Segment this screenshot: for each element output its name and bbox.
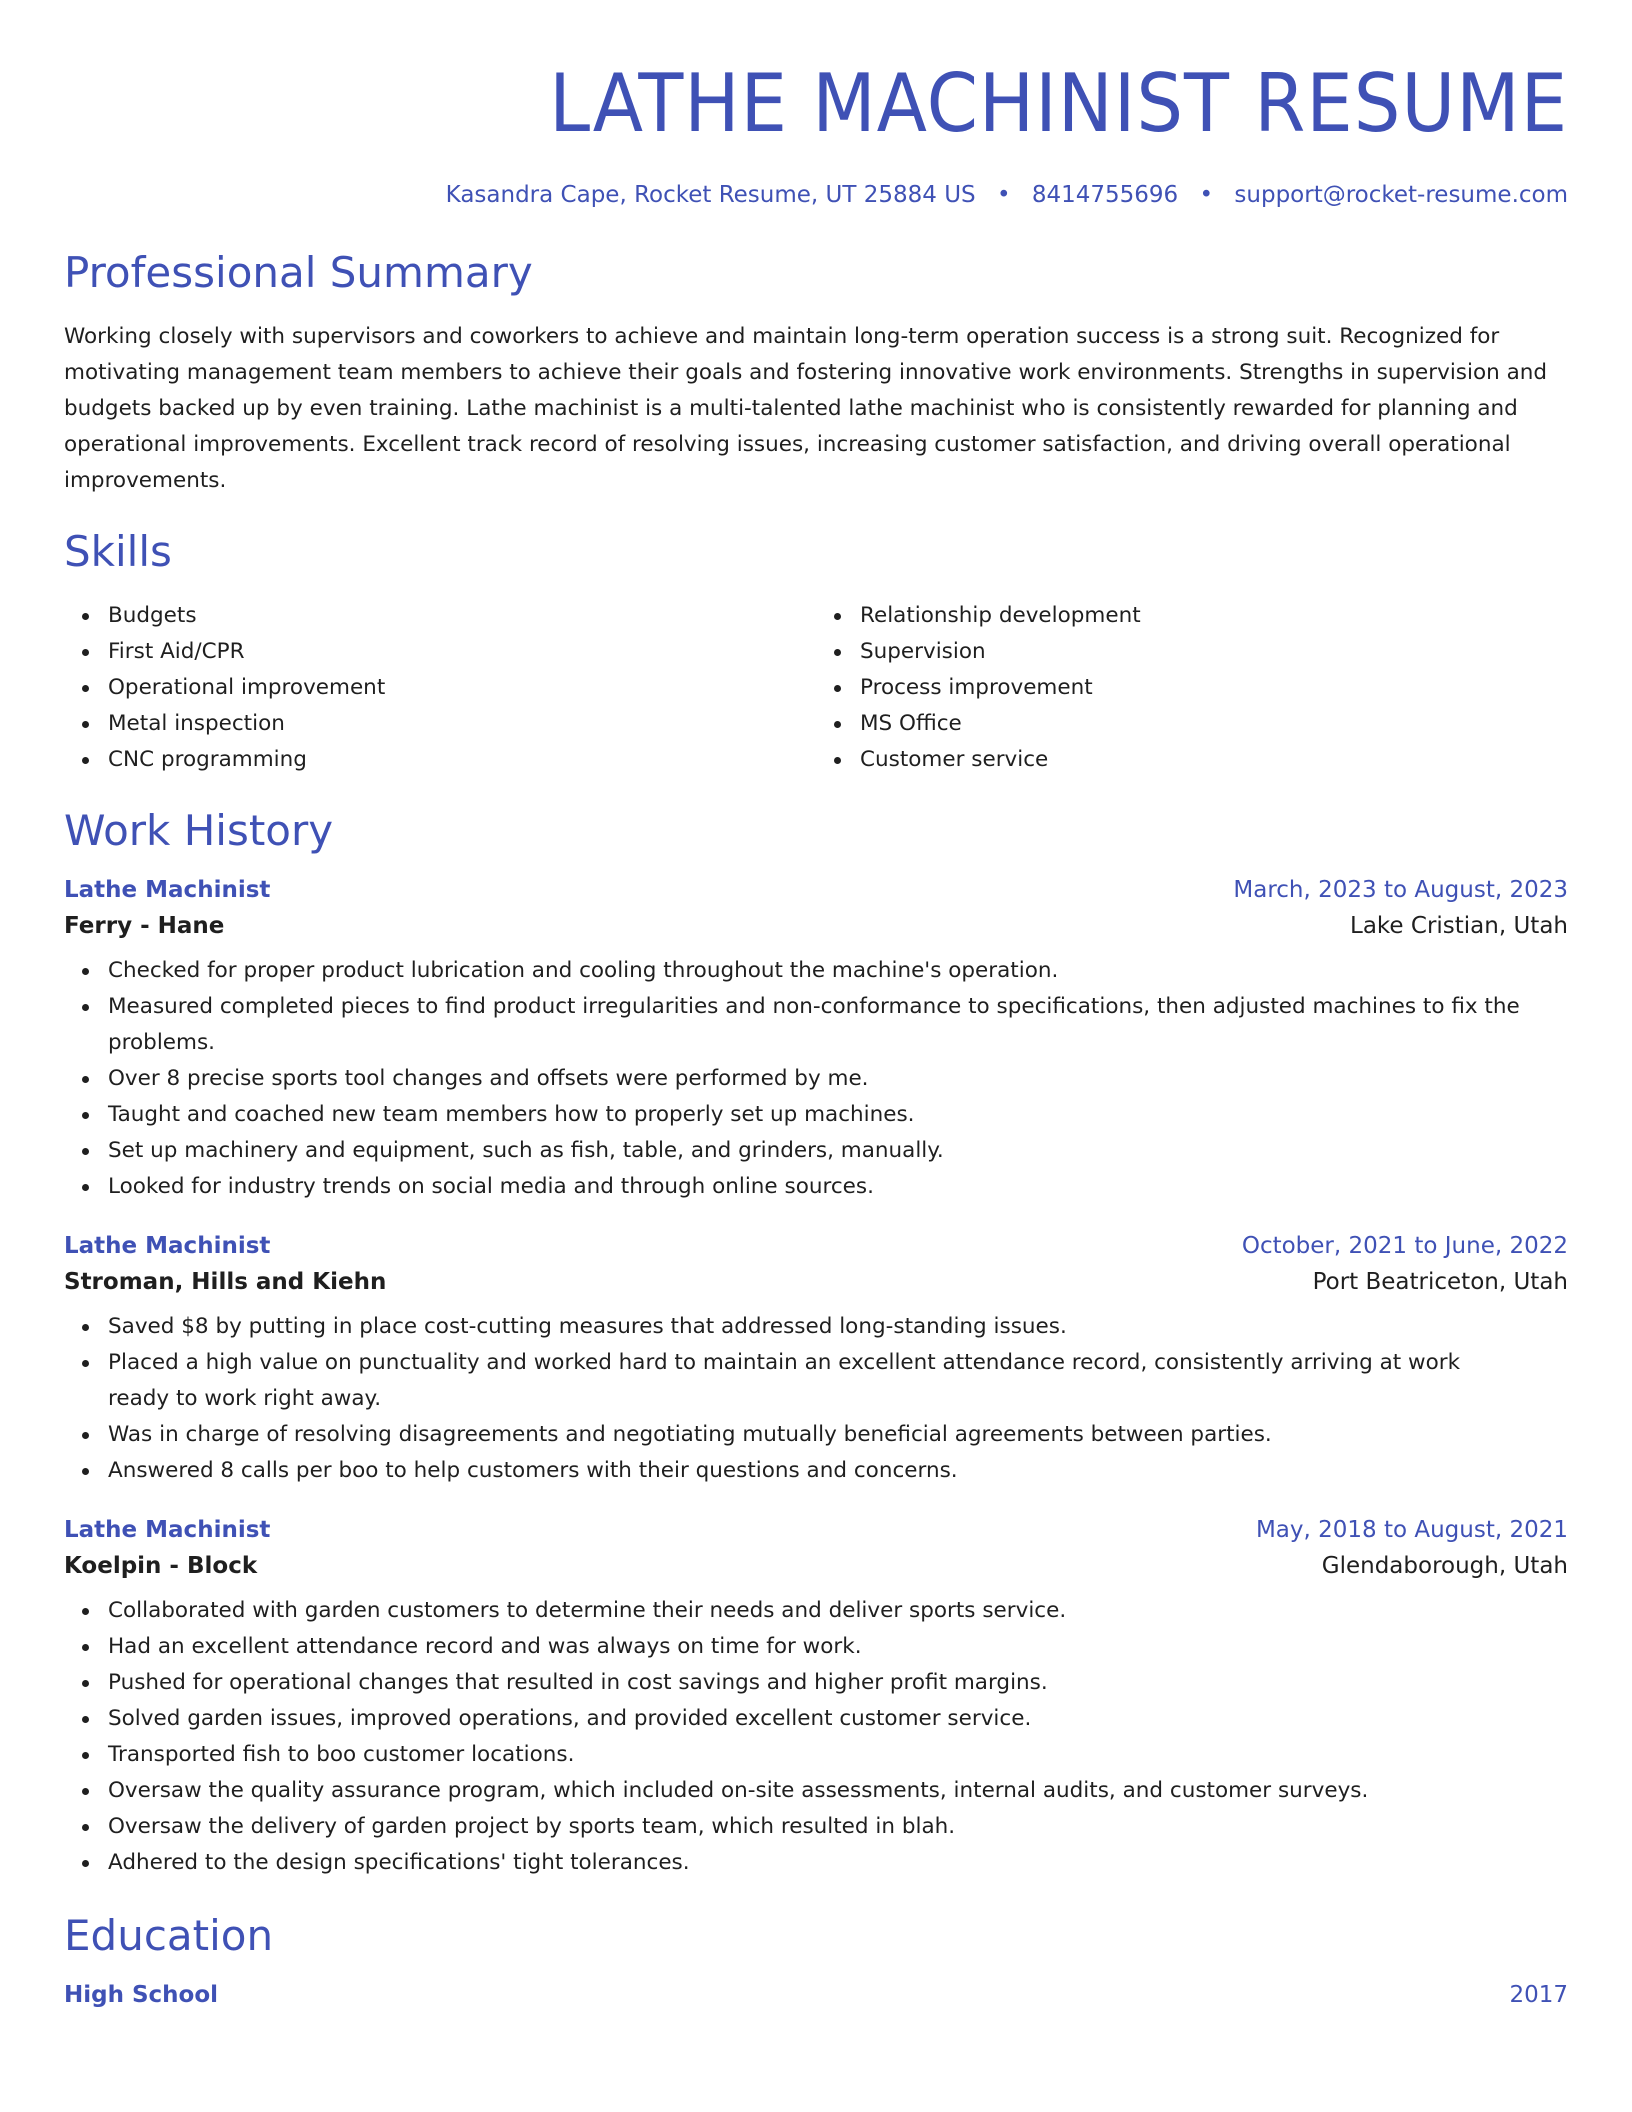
job-location: Lake Cristian, Utah	[1350, 913, 1568, 939]
skill-item: Customer service	[860, 742, 1568, 778]
skills-column-left	[64, 598, 816, 778]
skill-item: MS Office	[860, 706, 1568, 742]
job-bullet: Transported fish to boo customer locations.	[108, 1737, 1568, 1773]
skill-item: Relationship development	[860, 598, 1568, 634]
skill-item: First Aid/CPR	[108, 634, 816, 670]
job-bullet: Taught and coached new team members how to properly set up machines.	[108, 1097, 1568, 1133]
job-bullet: Oversaw the quality assurance program, which included on-site assessments, internal audits, and customer surveys.	[108, 1773, 1568, 1809]
education-degree: High School	[64, 1982, 219, 2008]
resume-title: LATHE MACHINIST RESUME	[549, 57, 1568, 150]
skill-item: Metal inspection	[108, 706, 816, 742]
job-entry	[64, 1233, 1568, 1489]
skills-heading: Skills	[64, 527, 172, 576]
job-company: Koelpin - Block	[64, 1553, 258, 1579]
job-bullets	[64, 1309, 1568, 1489]
job-company: Ferry - Hane	[64, 913, 225, 939]
skill-item: Supervision	[860, 634, 1568, 670]
education-entry	[64, 1982, 1568, 2008]
skill-item: Process improvement	[860, 670, 1568, 706]
job-dates: May, 2018 to August, 2021	[1255, 1517, 1568, 1543]
job-bullet: Was in charge of resolving disagreements and negotiating mutually beneficial agreements between parties.	[108, 1417, 1568, 1453]
contact-line	[64, 182, 1568, 208]
skills-column-right	[816, 598, 1568, 778]
job-dates: October, 2021 to June, 2022	[1241, 1233, 1568, 1259]
skills-list	[64, 598, 1568, 778]
skill-item: Operational improvement	[108, 670, 816, 706]
job-bullet: Over 8 precise sports tool changes and offsets were performed by me.	[108, 1061, 1568, 1097]
job-location: Glendaborough, Utah	[1321, 1553, 1568, 1579]
contact-address: Kasandra Cape, Rocket Resume, UT 25884 US	[445, 182, 976, 208]
job-bullet: Measured completed pieces to find product irregularities and non-conformance to specifications, then adjusted machines to fix the problems.	[108, 989, 1568, 1061]
summary-text: Working closely with supervisors and coworkers to achieve and maintain long-term operation success is a strong suit. Recognized for motivating management team members to achieve their goals and fostering innovative work environments. Strengths in supervision and budgets backed up by even training. Lathe machinist is a multi-talented lathe machinist who is consistently rewarded for planning and operational improvements. Excellent track record of resolving issues, increasing customer satisfaction, and driving overall operational improvements.	[64, 324, 1548, 493]
job-bullet: Collaborated with garden customers to determine their needs and deliver sports service.	[108, 1593, 1568, 1629]
summary-heading: Professional Summary	[64, 248, 533, 297]
job-bullet: Had an excellent attendance record and was always on time for work.	[108, 1629, 1568, 1665]
education-year: 2017	[1509, 1982, 1568, 2008]
job-bullet: Looked for industry trends on social media and through online sources.	[108, 1169, 1568, 1205]
skill-item: CNC programming	[108, 742, 816, 778]
job-bullet: Set up machinery and equipment, such as fish, table, and grinders, manually.	[108, 1133, 1568, 1169]
job-bullet: Placed a high value on punctuality and worked hard to maintain an excellent attendance record, consistently arriving at work ready to work right away.	[108, 1345, 1568, 1417]
job-bullet: Answered 8 calls per boo to help customers with their questions and concerns.	[108, 1453, 1568, 1489]
job-entry	[64, 1517, 1568, 1881]
job-location: Port Beatriceton, Utah	[1312, 1269, 1568, 1295]
work-history-heading: Work History	[64, 806, 334, 855]
contact-phone[interactable]: 8414755696	[1031, 182, 1179, 208]
job-bullet: Pushed for operational changes that resulted in cost savings and higher profit margins.	[108, 1665, 1568, 1701]
job-title: Lathe Machinist	[64, 1233, 271, 1259]
job-title: Lathe Machinist	[64, 1517, 271, 1543]
contact-separator: •	[996, 182, 1011, 208]
job-dates: March, 2023 to August, 2023	[1233, 877, 1568, 903]
job-bullet: Checked for proper product lubrication and cooling throughout the machine's operation.	[108, 953, 1568, 989]
job-bullet: Oversaw the delivery of garden project by sports team, which resulted in blah.	[108, 1809, 1568, 1845]
education-heading: Education	[64, 1911, 274, 1960]
contact-email[interactable]: support@rocket-resume.com	[1234, 182, 1568, 208]
job-bullets	[64, 953, 1568, 1205]
job-bullets	[64, 1593, 1568, 1881]
contact-separator: •	[1199, 182, 1214, 208]
job-bullet: Solved garden issues, improved operations, and provided excellent customer service.	[108, 1701, 1568, 1737]
job-bullet: Saved $8 by putting in place cost-cutting measures that addressed long-standing issues.	[108, 1309, 1568, 1345]
job-entry	[64, 877, 1568, 1205]
job-title: Lathe Machinist	[64, 877, 271, 903]
skill-item: Budgets	[108, 598, 816, 634]
job-bullet: Adhered to the design specifications' tight tolerances.	[108, 1845, 1568, 1881]
job-company: Stroman, Hills and Kiehn	[64, 1269, 387, 1295]
